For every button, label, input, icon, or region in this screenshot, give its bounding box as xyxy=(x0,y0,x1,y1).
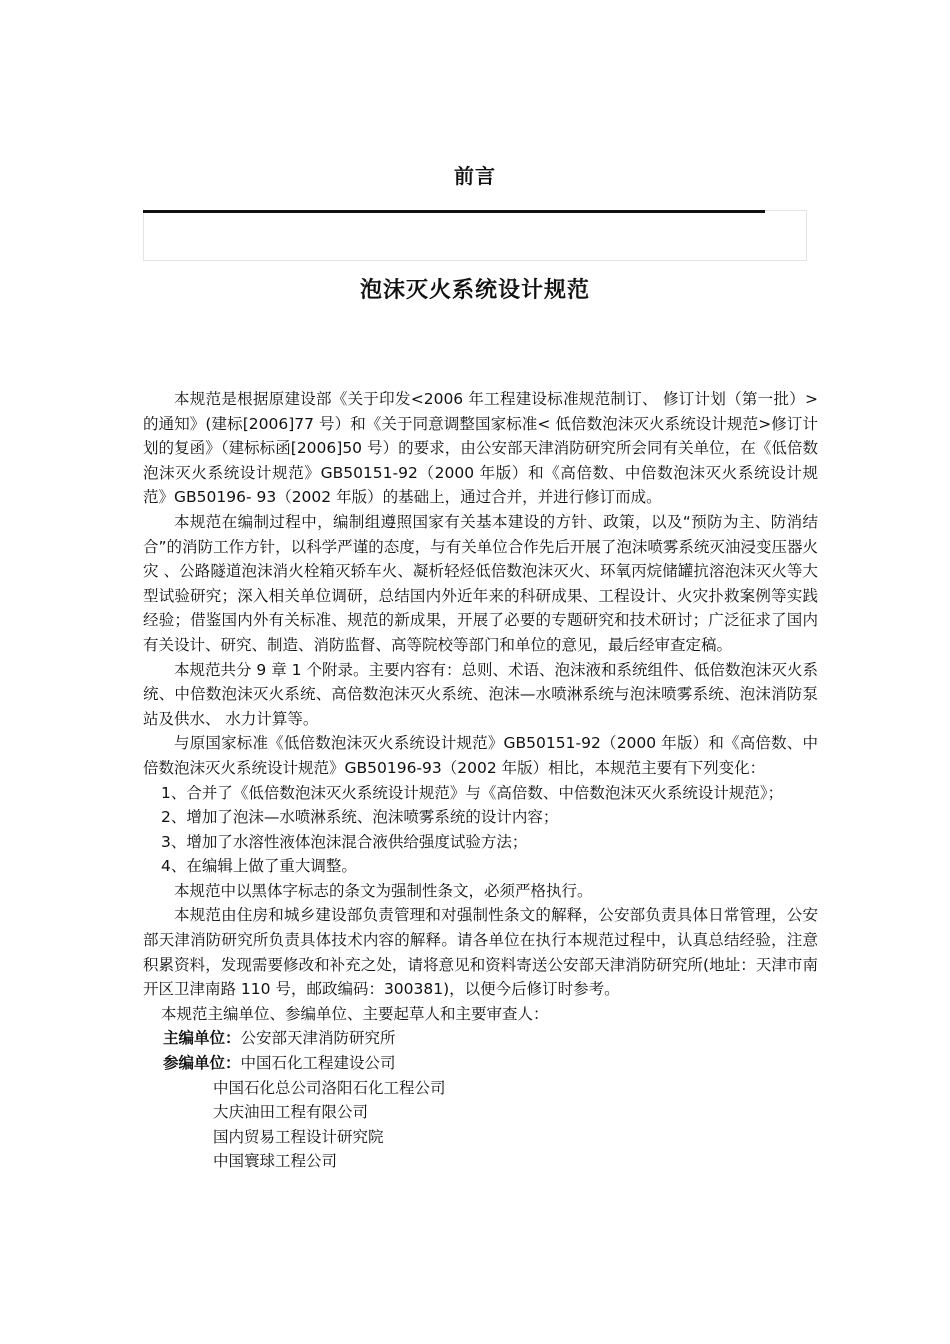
paragraph-origin: 本规范是根据原建设部《关于印发<2006 年工程建设标准规范制订、 修订计划（第一批）>的通知》(建标[2006]77 号）和《关于同意调整国家标准< 低倍数泡沫灭火系统设计规范>修订计划的复函》（建标标函[2006]50 号）的要求，由公安部天津消防研究所会同有关单位，在《低倍数泡沫灭火系统设计规范》GB50151-92（2000 年版）和《高倍数、中倍数泡沫灭火系统设计规范》GB50196- 93（2002 年版）的基础上，通过合并，并进行修订而成。 xyxy=(143,390,818,507)
participating-unit: 中国寰球工程公司 xyxy=(213,1152,338,1171)
management-note: 本规范由住房和城乡建设部负责管理和对强制性条文的解释，公安部负责具体日常管理，公安部天津消防研究所负责具体技术内容的解释。请各单位在执行本规范过程中，认真总结经验，注意积累资料，发现需要修改和补充之处，请将意见和资料寄送公安部天津消防研究所(地址：天津市南开区卫津南路 110 号，邮政编码：300381)，以便今后修订时参考。 xyxy=(143,906,818,999)
participating-unit: 国内贸易工程设计研究院 xyxy=(213,1127,384,1146)
preface-heading: 前言 xyxy=(454,164,496,188)
blank-frame xyxy=(143,210,807,261)
body-text xyxy=(143,387,818,1174)
chief-unit-label: 主编单位： xyxy=(163,1029,241,1048)
participating-unit: 中国石化总公司洛阳石化工程公司 xyxy=(213,1078,446,1097)
chief-unit-line xyxy=(143,1026,818,1051)
participating-unit: 大庆油田工程有限公司 xyxy=(213,1103,369,1122)
drafters-intro: 本规范主编单位、参编单位、主要起草人和主要审查人： xyxy=(161,1004,549,1023)
mandatory-note: 本规范中以黑体字标志的条文为强制性条文，必须严格执行。 xyxy=(174,881,593,900)
change-item: 2、增加了泡沫—水喷淋系统、泡沫喷雾系统的设计内容； xyxy=(161,808,559,827)
change-item: 3、增加了水溶性液体泡沫混合液供给强度试验方法； xyxy=(161,832,528,851)
chief-unit-value: 公安部天津消防研究所 xyxy=(240,1029,396,1048)
paragraph-process: 本规范在编制过程中，编制组遵照国家有关基本建设的方针、政策，以及“预防为主、防消结合”的消防工作方针，以科学严谨的态度，与有关单位合作先后开展了泡沫喷雾系统灭油浸变压器火灾 、公路隧道泡沫消火栓箱灭轿车火、凝析轻烃低倍数泡沫灭火、环氧丙烷储罐抗溶泡沫灭火等大型试验研究；深入相关单位调研，总结国内外近年来的科研成果、工程设计、火灾扑救案例等实践经验；借鉴国内外有关标准、规范的新成果，开展了必要的专题研究和技术研讨；广泛征求了国内有关设计、研究、制造、消防监督、高等院校等部门和单位的意见，最后经审查定稿。 xyxy=(143,512,818,654)
paragraph-contents: 本规范共分 9 章 1 个附录。主要内容有：总则、术语、泡沫液和系统组件、低倍数泡沫灭火系统、中倍数泡沫灭火系统、高倍数泡沫灭火系统、泡沫—水喷淋系统与泡沫喷雾系统、泡沫消防泵站及供水、 水力计算等。 xyxy=(143,660,818,728)
change-item: 4、在编辑上做了重大调整。 xyxy=(161,857,357,876)
participating-unit-line xyxy=(143,1051,818,1076)
change-item: 1、合并了《低倍数泡沫灭火系统设计规范》与《高倍数、中倍数泡沫灭火系统设计规范》； xyxy=(161,783,784,802)
participating-unit-first: 中国石化工程建设公司 xyxy=(240,1054,396,1073)
participating-unit-label: 参编单位： xyxy=(163,1054,241,1073)
document-title: 泡沫灭火系统设计规范 xyxy=(359,278,590,303)
paragraph-comparison: 与原国家标准《低倍数泡沫灭火系统设计规范》GB50151-92（2000 年版）和《高倍数、中倍数泡沫灭火系统设计规范》GB50196-93（2002 年版）相比，本规范主要有下列变化： xyxy=(143,734,818,777)
heading-rule xyxy=(143,210,765,213)
